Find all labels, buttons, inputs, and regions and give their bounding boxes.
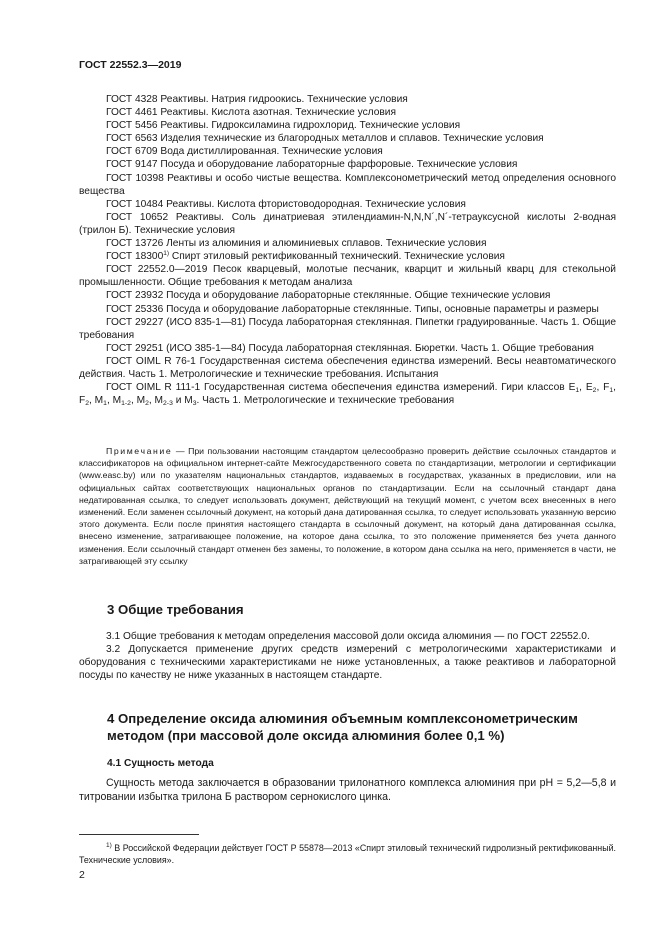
- subscript: 1: [103, 400, 107, 408]
- subscript: 3: [192, 400, 197, 408]
- normative-references-list: [79, 93, 616, 407]
- reference-item: ГОСТ 23932 Посуда и оборудование лабораторные стеклянные. Общие технические условия: [106, 290, 551, 302]
- reference-item: ГОСТ 10652 Реактивы. Соль динатриевая этилендиамин-N,N,N´,N´-тетрауксусной кислоты 2-водная (трилон Б). Технические условия: [79, 211, 616, 236]
- subscript: 1: [609, 387, 614, 395]
- reference-text: , M: [89, 395, 104, 407]
- footnote-text: В Российской Федерации действует ГОСТ Р 55878—2013 «Спирт этиловый технический гидролизный ректификованный. Технические условия».: [79, 843, 616, 866]
- reference-item: ГОСТ OIML R 76-1 Государственная система обеспечения единства измерений. Весы неавтоматического действия. Часть 1. Метрологические и технические требования. Испытания: [79, 355, 616, 380]
- subscript: 2-3: [163, 400, 173, 408]
- reference-text: ГОСТ OIML R 111-1 Государственная система обеспечения единства измерений. Гири классов E: [106, 382, 576, 394]
- reference-item: ГОСТ 4328 Реактивы. Натрия гидроокись. Технические условия: [106, 94, 408, 105]
- section-4-heading: 4 Определение оксида алюминия объемным комплексонометрическим методом (при массовой доле оксида алюминия более 0,1 %): [107, 711, 578, 743]
- reference-item: ГОСТ 22552.0—2019 Песок кварцевый, молотые песчаник, кварцит и жильный кварц для стекольной промышленности. Общие требования к методам анализа: [79, 264, 616, 289]
- reference-text: , M: [148, 395, 164, 407]
- reference-code: ГОСТ 18300: [106, 251, 164, 263]
- reference-item: ГОСТ 5456 Реактивы. Гидроксиламина гидрохлорид. Технические условия: [106, 120, 461, 132]
- note-paragraph: [79, 445, 616, 567]
- reference-text: . Часть 1. Метрологические и технические требования: [196, 395, 455, 407]
- footnote-paragraph: [79, 842, 616, 866]
- reference-text: , E: [579, 382, 593, 394]
- reference-item: ГОСТ 25336 Посуда и оборудование лабораторные стеклянные. Типы, основные параметры и размеры: [106, 303, 599, 315]
- footnote-marker: 1): [163, 250, 170, 258]
- reference-item: ГОСТ 6563 Изделия технические из благородных металлов и сплавов. Технические условия: [106, 133, 544, 145]
- clause-3-1: 3.1 Общие требования к методам определения массовой доли оксида алюминия — по ГОСТ 22552.0.: [106, 631, 590, 642]
- section-4-1-body: [79, 776, 616, 804]
- note-text: — При пользовании настоящим стандартом целесообразно проверить действие ссылочных стандартов и классификаторов на официальном интернет-сайте Межгосударственного совета по стандартизации, метрологии и сертификации (www.easc.by) или по указателям национальных стандартов, издаваемых в государствах, указанных в предисловии, или на официальных сайтах соответствующих национальных органов по стандартизации. Если на ссылочный стандарт дана недатированная ссылка, то следует использовать документ, действующий на текущий момент, с учетом всех внесенных в него изменений. Если заменен ссылочный документ, на который дана датированная ссылка, то следует использовать указанную версию этого документа. Если после принятия настоящего стандарта в ссылочный документ, на который дана датированная ссылка, внесено изменение, затрагивающее положение, на которое дана ссылка, то это положение применяется без учета данного изменения. Если ссылочный стандарт отменен без замены, то положение, в котором дана ссылка на него, применяется в части, не затрагивающей эту ссылку: [79, 446, 616, 566]
- subscript: 1-2: [121, 400, 131, 408]
- reference-text: , M: [130, 395, 146, 407]
- note-block: [79, 445, 616, 567]
- reference-item: ГОСТ 29227 (ИСО 835-1—81) Посуда лабораторная стеклянная. Пипетки градуированные. Часть 1. Общие требования: [79, 316, 616, 341]
- subscript: 2: [592, 387, 597, 395]
- reference-item: [79, 250, 616, 263]
- footnote-mark: 1): [106, 842, 112, 849]
- reference-item: [79, 381, 616, 407]
- reference-item: ГОСТ 4461 Реактивы. Кислота азотная. Технические условия: [106, 107, 397, 119]
- reference-text: Спирт этиловый ректификованный технический. Технические условия: [169, 251, 505, 263]
- subscript: 2: [85, 400, 90, 408]
- reference-item: ГОСТ 13726 Ленты из алюминия и алюминиевых сплавов. Технические условия: [106, 238, 487, 250]
- footnote-divider: [79, 834, 199, 835]
- subscript: 2: [145, 400, 149, 408]
- note-label: Примечание: [106, 446, 173, 456]
- reference-item: ГОСТ 10398 Реактивы и особо чистые вещества. Комплексонометрический метод определения основного вещества: [79, 172, 616, 197]
- reference-text: , F: [596, 382, 610, 394]
- reference-item: ГОСТ 29251 (ИСО 385-1—84) Посуда лабораторная стеклянная. Бюретки. Часть 1. Общие требования: [106, 342, 594, 354]
- clause-3-2: 3.2 Допускается применение других средств измерений с метрологическими характеристиками и оборудования с техническими характеристиками не ниже установленных, а также реактивов и лабораторной посуды по качеству не ниже указанных в настоящем стандарте.: [79, 644, 616, 682]
- reference-text: , M: [106, 395, 122, 407]
- reference-item: ГОСТ 10484 Реактивы. Кислота фтористоводородная. Технические условия: [106, 198, 466, 210]
- page-header: ГОСТ 22552.3—2019: [79, 59, 182, 71]
- reference-item: ГОСТ 6709 Вода дистиллированная. Технические условия: [106, 146, 383, 158]
- reference-item: ГОСТ 9147 Посуда и оборудование лабораторные фарфоровые. Технические условия: [106, 159, 518, 171]
- footnote: [79, 842, 616, 866]
- subsection-4-1-heading: 4.1 Сущность метода: [107, 758, 214, 769]
- clause-4-1-text: Сущность метода заключается в образовании трилонатного комплекса алюминия при pH = 5,2—5,8 и титровании избытка трилона Б раствором сернокислого цинка.: [79, 777, 616, 803]
- section-3-heading: 3 Общие требования: [107, 602, 244, 617]
- section-3-body: [79, 630, 616, 682]
- subscript: 1: [575, 387, 580, 395]
- page-number: 2: [79, 869, 85, 881]
- reference-text: и M: [172, 395, 193, 407]
- reference-text: , F: [79, 382, 616, 407]
